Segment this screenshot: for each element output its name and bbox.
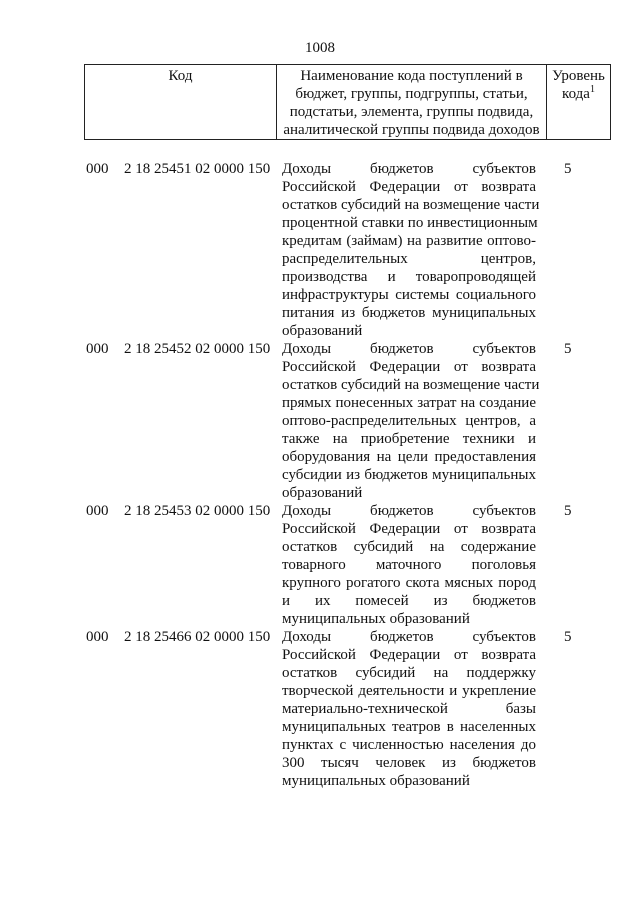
row-prefix: 000 — [86, 629, 109, 645]
description-line: Доходы бюджетов субъектов — [282, 629, 536, 645]
description-line: муниципальных образований — [282, 773, 470, 789]
description-line: инфраструктуры системы социального — [282, 287, 536, 303]
description-line: также на приобретение техники и — [282, 431, 536, 447]
row-prefix: 000 — [86, 341, 109, 357]
table-row — [84, 502, 610, 628]
row-prefix: 000 — [86, 503, 109, 519]
row-code: 2 18 25452 02 0000 150 — [124, 341, 271, 357]
description-line: кредитам (займам) на развитие оптово- — [282, 233, 536, 249]
table-row — [84, 160, 610, 340]
description-line: Российской Федерации от возврата — [282, 179, 536, 195]
description-line: Доходы бюджетов субъектов — [282, 341, 536, 357]
description-line: распределительных центров, — [282, 251, 536, 267]
description-line: пунктах с численностью населения до — [282, 737, 536, 753]
header-code: Код — [85, 65, 277, 140]
description-line: образований — [282, 323, 363, 339]
description-line: питания из бюджетов муниципальных — [282, 305, 536, 321]
row-code: 2 18 25453 02 0000 150 — [124, 503, 271, 519]
table-body — [84, 160, 610, 790]
row-code: 2 18 25466 02 0000 150 — [124, 629, 271, 645]
table-row — [84, 628, 610, 790]
footnote-marker: 1 — [589, 84, 595, 95]
description-line: крупного рогатого скота мясных пород — [282, 575, 536, 591]
row-level: 5 — [564, 629, 572, 645]
description-line: образований — [282, 485, 363, 501]
row-level: 5 — [564, 341, 572, 357]
description-line: прямых понесенных затрат на создание — [282, 395, 536, 411]
table-header — [84, 64, 611, 140]
description-line: Российской Федерации от возврата — [282, 359, 536, 375]
description-line: творческой деятельности и укрепление — [282, 683, 536, 699]
row-prefix: 000 — [86, 161, 109, 177]
description-line: остатков субсидий на возмещение части — [282, 377, 540, 393]
description-line: 300 тысяч человек из бюджетов — [282, 755, 536, 771]
description-line: Доходы бюджетов субъектов — [282, 503, 536, 519]
row-level: 5 — [564, 161, 572, 177]
page-number: 1008 — [305, 40, 335, 56]
description-line: муниципальных театров в населенных — [282, 719, 536, 735]
description-line: материально-технической базы — [282, 701, 536, 717]
header-level: Уровень кода$^1$ — [547, 65, 611, 140]
row-code: 2 18 25451 02 0000 150 — [124, 161, 271, 177]
header-name: Наименование кода поступлений в бюджет, группы, подгруппы, статьи, подстатьи, элемента, группы подвида, аналитической группы подвида доходов — [277, 65, 547, 140]
row-description — [282, 160, 540, 340]
description-line: субсидии из бюджетов муниципальных — [282, 467, 536, 483]
description-line: остатков субсидий на содержание — [282, 539, 536, 555]
description-line: Доходы бюджетов субъектов — [282, 161, 536, 177]
row-description — [282, 628, 536, 790]
row-description — [282, 502, 536, 628]
table-row — [84, 340, 610, 502]
description-line: процентной ставки по инвестиционным — [282, 215, 538, 231]
description-line: и их помесей из бюджетов — [282, 593, 536, 609]
row-description — [282, 340, 540, 502]
description-line: остатков субсидий на поддержку — [282, 665, 536, 681]
description-line: остатков субсидий на возмещение части — [282, 197, 540, 213]
description-line: оборудования на цели предоставления — [282, 449, 536, 465]
row-level: 5 — [564, 503, 572, 519]
description-line: Российской Федерации от возврата — [282, 647, 536, 663]
description-line: муниципальных образований — [282, 611, 470, 627]
description-line: оптово-распределительных центров, а — [282, 413, 536, 429]
description-line: производства и товаропроводящей — [282, 269, 536, 285]
description-line: товарного маточного поголовья — [282, 557, 536, 573]
description-line: Российской Федерации от возврата — [282, 521, 536, 537]
